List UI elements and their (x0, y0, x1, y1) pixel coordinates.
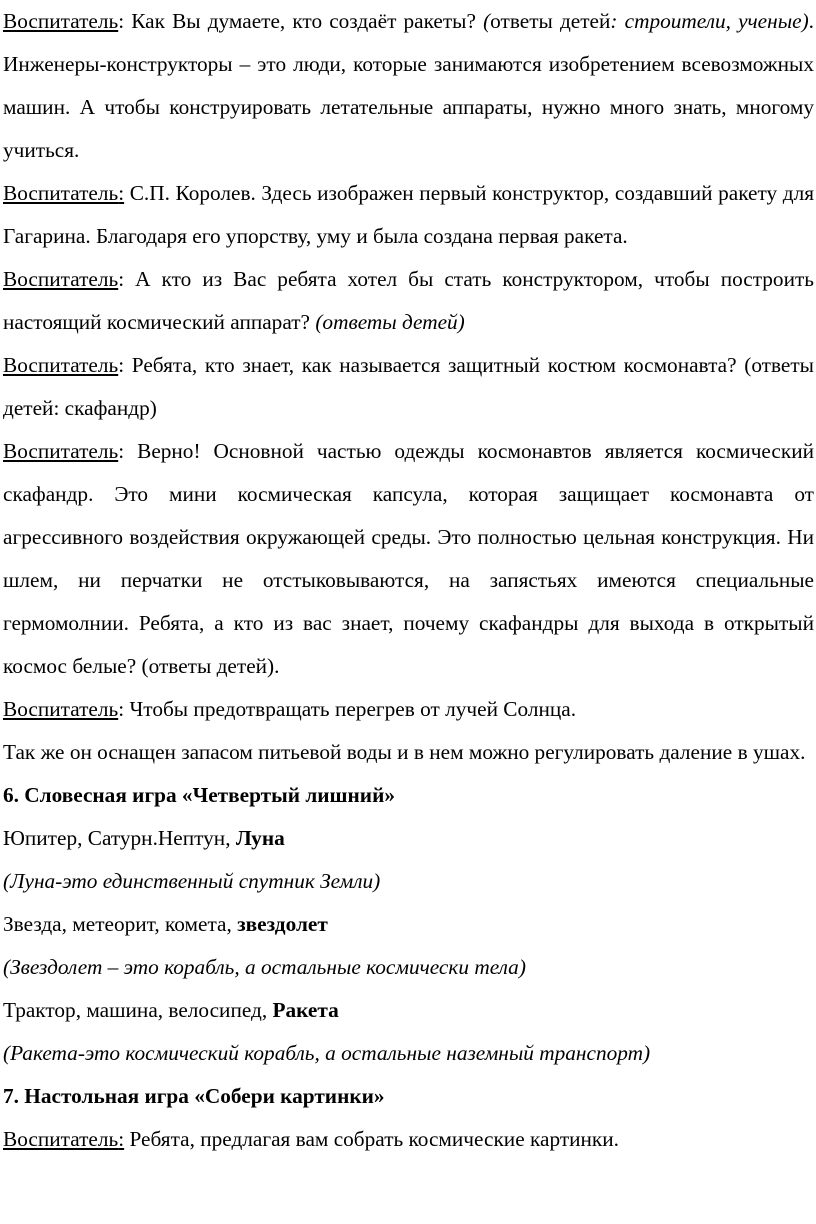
speaker-label: Воспитатель (3, 181, 119, 205)
game-item (3, 817, 814, 860)
paragraph-rocket-creators (3, 0, 814, 172)
paragraph-text: Ребята, предлагая вам собрать космические картинки. (124, 1127, 619, 1151)
paragraph-text: Чтобы предотвращать перегрев от лучей Солнца. (124, 697, 577, 721)
paragraph-text: Как Вы думаете, кто создаёт ракеты? (124, 9, 484, 33)
paragraph-korolev (3, 172, 814, 258)
colon: : (118, 353, 125, 377)
game-explanation: (Луна-это единственный спутник Земли) (3, 869, 381, 893)
colon: : (118, 181, 125, 205)
speaker-label: Воспитатель (3, 1127, 119, 1151)
section-heading-board-game: 7. Настольная игра «Собери картинки» (3, 1084, 385, 1108)
colon: : (118, 267, 125, 291)
paragraph-collect-pictures (3, 1118, 814, 1161)
paragraph-overheating (3, 688, 814, 731)
paragraph-spacesuit-question (3, 344, 814, 430)
game-answer: звездолет (237, 912, 328, 936)
paragraph-text: Ребята, кто знает, как называется защитный костюм космонавта? (ответы детей: скафандр) (3, 353, 814, 420)
children-answer: (ответы детей) (315, 310, 465, 334)
game-explanation: (Ракета-это космический корабль, а остальные наземный транспорт) (3, 1041, 651, 1065)
colon: : (118, 439, 125, 463)
game-words: Юпитер, Сатурн.Нептун, (3, 826, 236, 850)
speaker-label: Воспитатель (3, 9, 119, 33)
colon: : (118, 1127, 125, 1151)
game-words: Трактор, машина, велосипед, (3, 998, 273, 1022)
paragraph-constructor-question (3, 258, 814, 344)
speaker-label: Воспитатель (3, 353, 119, 377)
paragraph-text: ответы детей (490, 9, 611, 33)
paragraph-text: . Инженеры-конструкторы – это люди, которые занимаются изобретением всевозможных машин. А чтобы конструировать летательные аппараты, нужно много знать, многому учиться. (3, 9, 814, 162)
paragraph-text: Верно! Основной частью одежды космонавтов является космический скафандр. Это мини космическая капсула, которая защищает космонавта от агрессивного воздействия окружающей среды. Это полностью цельная конструкция. Ни шлем, ни перчатки не отстыковываются, на запястьях имеются специальные гермомолнии. Ребята, а кто из вас знает, почему скафандры для выхода в открытый космос белые? (ответы детей). (3, 439, 814, 678)
game-item (3, 989, 814, 1032)
paragraph-text: Так же он оснащен запасом питьевой воды и в нем можно регулировать даление в ушах. (3, 740, 806, 764)
colon: : (118, 9, 125, 33)
speaker-label: Воспитатель (3, 697, 119, 721)
open-paren: ( (483, 9, 491, 33)
section-heading-word-game: 6. Словесная игра «Четвертый лишний» (3, 783, 395, 807)
game-words: Звезда, метеорит, комета, (3, 912, 238, 936)
paragraph-text: А кто из Вас ребята хотел бы стать конструктором, чтобы построить настоящий космический аппарат? (3, 267, 814, 334)
children-answer: : строители, ученые) (610, 9, 809, 33)
paragraph-water-supply (3, 731, 814, 774)
speaker-label: Воспитатель (3, 439, 119, 463)
game-answer: Ракета (272, 998, 339, 1022)
paragraph-spacesuit-description (3, 430, 814, 688)
speaker-label: Воспитатель (3, 267, 119, 291)
game-explanation: (Звездолет – это корабль, а остальные космически тела) (3, 955, 526, 979)
colon: : (118, 697, 125, 721)
paragraph-text: С.П. Королев. Здесь изображен первый конструктор, создавший ракету для Гагарина. Благодаря его упорству, уму и была создана первая ракета. (3, 181, 814, 248)
game-answer: Луна (235, 826, 285, 850)
game-item (3, 903, 814, 946)
